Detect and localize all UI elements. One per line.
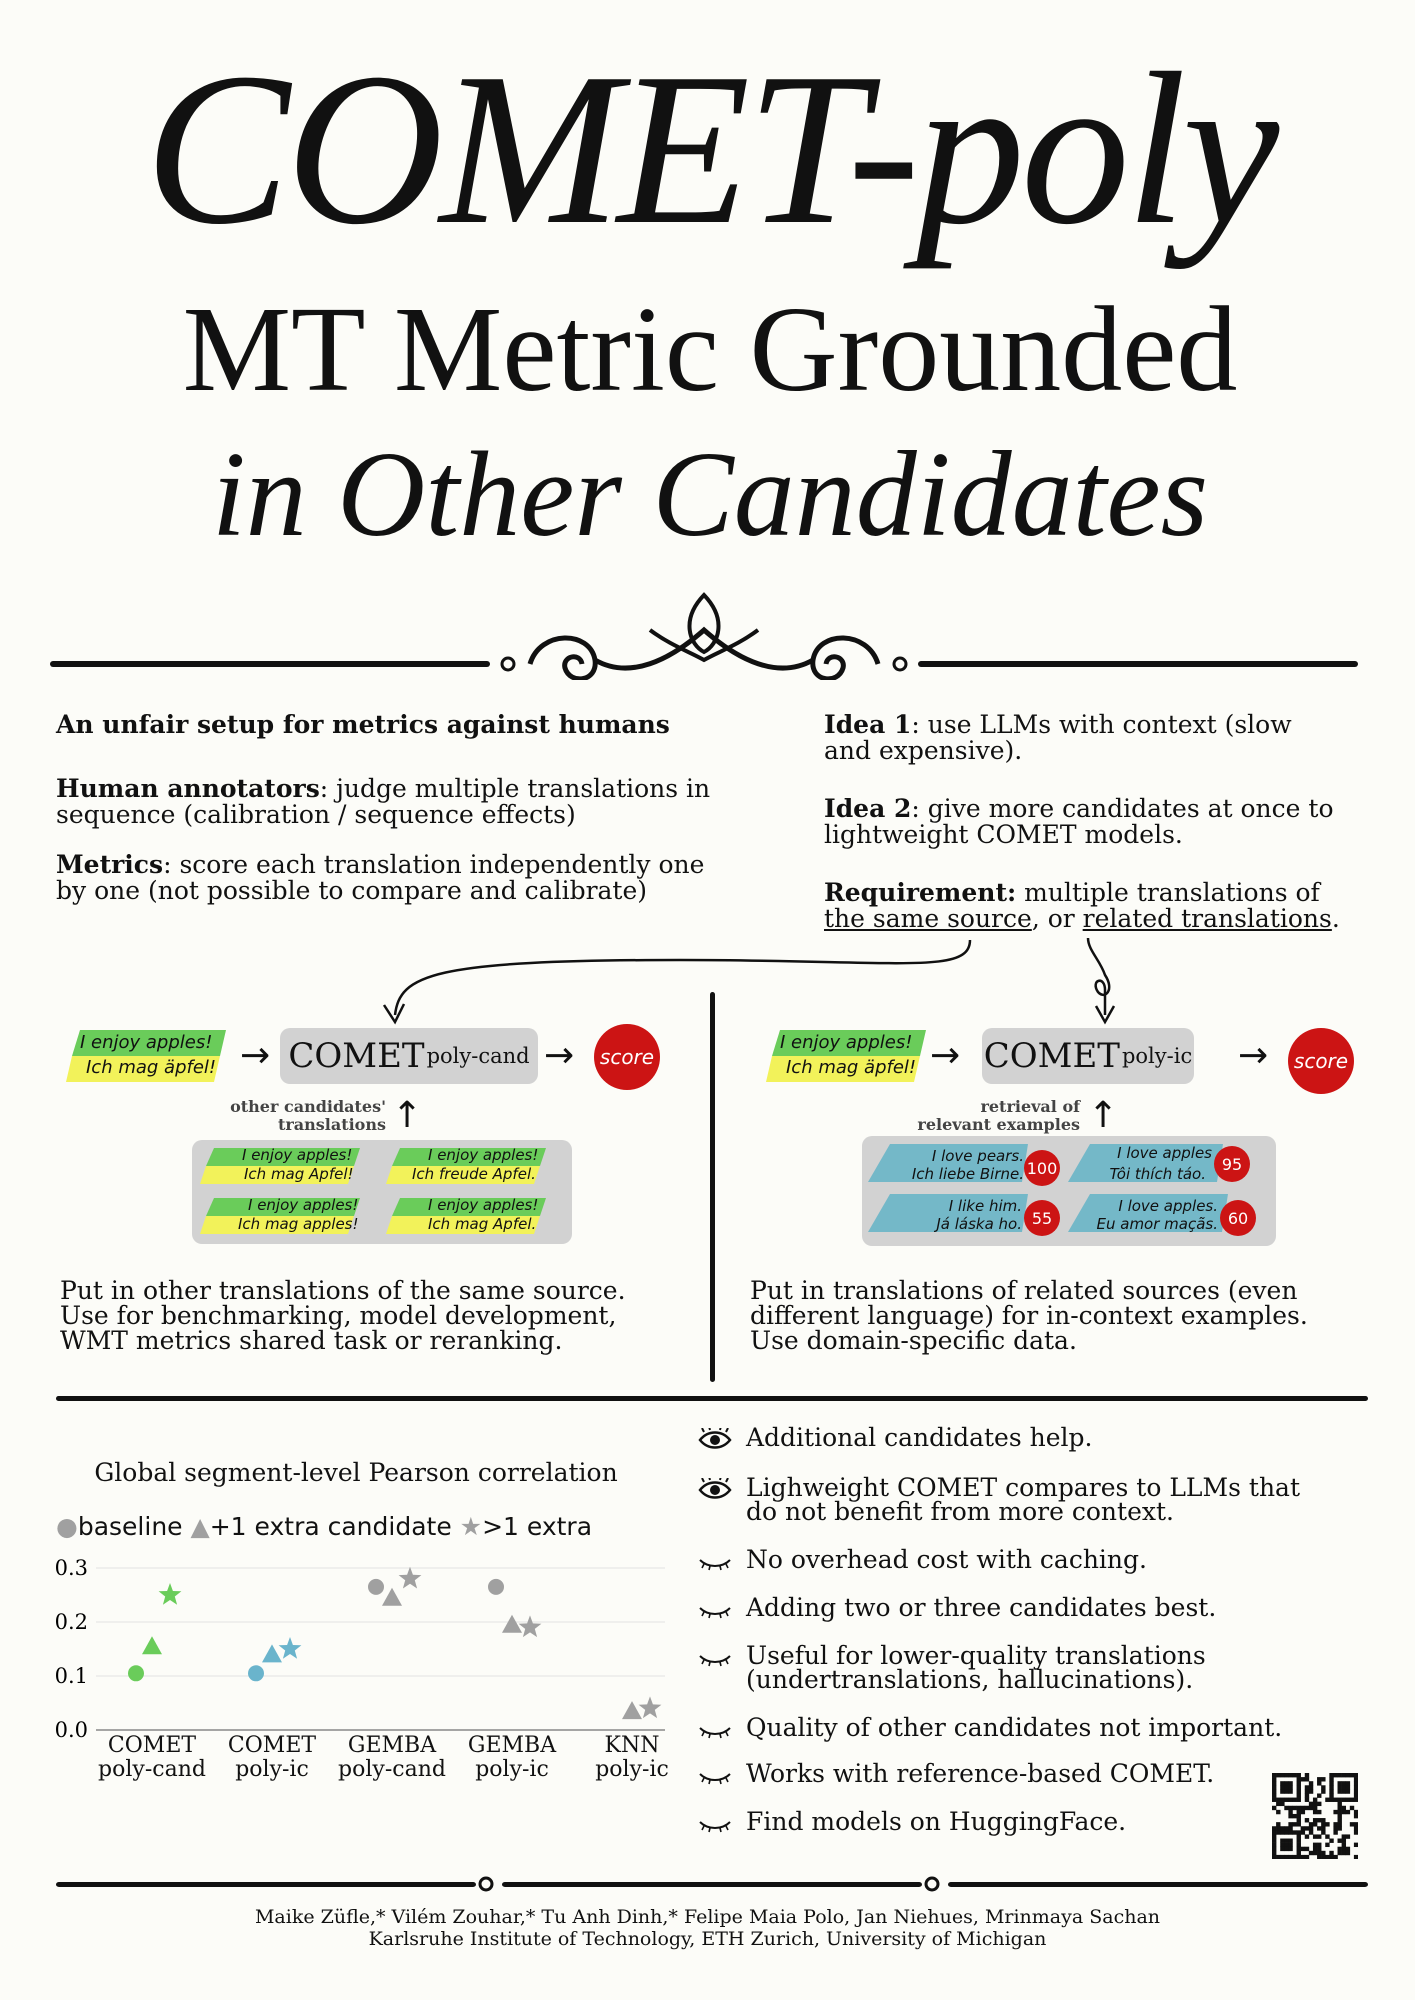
title-line-2: MT Metric Grounded [182,282,1238,417]
y-tick-label: 0.0 [54,1718,88,1742]
legend-triangle-icon: ▲ [190,1512,210,1541]
left-up-arrow: ↑ [392,1095,423,1136]
right-ex-3-tgt: Já láska ho. [936,1215,1022,1233]
data-point-star [279,1637,302,1659]
y-tick-label: 0.2 [54,1610,88,1634]
legend-more: >1 extra [482,1512,593,1541]
metrics-text [56,852,716,904]
eye-open-icon [698,1478,730,1508]
right-desc-2: different language) for in-context examples. [750,1301,1308,1330]
right-score: score [1288,1028,1354,1094]
right-desc [750,1278,1390,1353]
finding-text [746,1545,1356,1574]
right-ex-2-score: 95 [1214,1146,1250,1182]
x-category-line: GEMBA [347,1733,437,1758]
right-label-2: relevant examples [917,1115,1080,1134]
connector-arrows [380,930,1380,1030]
eye-closed-icon [698,1646,730,1676]
idea1-bold: Idea 1 [824,710,912,739]
x-category-label [572,1734,692,1782]
left-cand-3-en: I enjoy apples! [248,1196,359,1214]
x-category-line: poly-cand [338,1757,446,1782]
right-ex-2-tgt: Tôi thích táo. [1109,1165,1206,1183]
right-comet-box [982,1028,1194,1084]
eye-open-icon [698,1428,730,1458]
right-up-arrow: ↑ [1088,1095,1119,1136]
data-point-star [159,1583,182,1605]
authors: Maike Züfle,* Vilém Zouhar,* Tu Anh Dinh,* Felipe Maia Polo, Jan Niehues, Mrinmaya Sachan [254,1906,1161,1928]
req-pre: multiple translations of [1016,878,1320,907]
legend-circle-icon: ● [56,1512,78,1541]
left-comet-box [280,1028,538,1084]
affiliations: Karlsruhe Institute of Technology, ETH Zurich, University of Michigan [368,1928,1047,1950]
intro-heading: An unfair setup for metrics against humans [56,710,670,739]
right-ex-4-src: I love apples. [1118,1197,1218,1215]
left-arrow-2: → [544,1035,575,1076]
qr-code-icon[interactable] [1272,1773,1358,1859]
left-cand-1-de: Ich mag Apfel! [244,1165,354,1183]
legend-baseline: baseline [77,1512,183,1541]
left-desc-2: Use for benchmarking, model development, [60,1301,617,1330]
finding-text [746,1807,1356,1836]
finding-text [746,1423,1356,1452]
left-desc-1: Put in other translations of the same source. [60,1276,626,1305]
eye-closed-icon [698,1764,730,1794]
finding-line: Adding two or three candidates best. [746,1593,1217,1622]
footer-divider [56,1872,1368,1896]
right-input-de: Ich mag äpfel! [786,1057,917,1078]
finding-line: No overhead cost with caching. [746,1545,1147,1574]
right-ex-3-score: 55 [1024,1200,1060,1236]
left-cand-1-en: I enjoy apples! [242,1146,353,1164]
x-category-line: COMET [227,1733,317,1758]
idea2-text [824,796,1344,848]
left-arrow-1: → [240,1035,271,1076]
finding-text [746,1593,1356,1622]
finding-text [746,1473,1356,1526]
eye-closed-icon [698,1812,730,1842]
ornament-divider [50,590,1370,680]
metrics-rest: : score each translation independently one by one (not possible to compare and calibrate) [56,850,705,905]
x-category-line: poly-ic [235,1757,309,1782]
data-point-circle [488,1579,504,1595]
data-point-triangle [262,1644,282,1662]
right-ex-1-tgt: Ich liebe Birne. [911,1165,1024,1183]
eye-closed-icon [698,1718,730,1748]
eye-closed-icon [698,1550,730,1580]
idea1-rest: : use LLMs with context (slow and expensive). [824,710,1292,765]
x-category-line: poly-ic [595,1757,669,1782]
right-input-en: I enjoy apples! [780,1032,913,1053]
finding-text [746,1641,1356,1694]
left-desc-3: WMT metrics shared task or reranking. [60,1326,563,1355]
left-cand-2-en: I enjoy apples! [428,1146,539,1164]
human-bold: Human annotators [56,774,320,803]
right-arrow-2: → [1238,1035,1269,1076]
x-category-label [212,1734,332,1782]
left-cand-4-de: Ich mag Apfel. [428,1215,537,1233]
right-desc-1: Put in translations of related sources (even [750,1276,1298,1305]
horizontal-divider [56,1396,1368,1401]
right-ex-4-tgt: Eu amor maçãs. [1096,1215,1218,1233]
title-line-1: COMET-poly [144,29,1276,270]
x-category-line: poly-cand [98,1757,206,1782]
right-comet-sub: poly-ic [1121,1044,1193,1068]
data-point-circle [128,1665,144,1681]
right-ex-1-score: 100 [1024,1150,1060,1186]
left-cand-2-de: Ich freude Apfel. [412,1165,536,1183]
data-point-circle [248,1665,264,1681]
finding-text [746,1759,1356,1788]
right-comet-main: COMET [983,1036,1120,1076]
human-rest: : judge multiple translations in sequence (calibration / sequence effects) [56,774,711,829]
metrics-bold: Metrics [56,850,164,879]
legend-plus1: +1 extra candidate [209,1512,452,1541]
data-point-triangle [142,1636,162,1654]
right-ex-3-src: I like him. [948,1197,1022,1215]
idea2-rest: : give more candidates at once to lightweight COMET models. [824,794,1334,849]
req-bold: Requirement: [824,878,1017,907]
req-end: . [1331,904,1340,933]
left-desc [60,1278,700,1353]
req-mid: , or [1031,904,1083,933]
title-line-3: in Other Candidates [211,427,1209,562]
data-point-circle [368,1579,384,1595]
data-point-star [639,1696,662,1718]
data-point-star [399,1567,422,1589]
finding-line: (undertranslations, hallucinations). [746,1665,1194,1694]
left-comet-main: COMET [288,1036,425,1076]
right-label-1: retrieval of [980,1097,1080,1116]
left-cand-4-en: I enjoy apples! [428,1196,539,1214]
x-category-line: poly-ic [475,1757,549,1782]
right-ex-1-src: I love pears. [931,1147,1024,1165]
x-category-line: COMET [107,1733,197,1758]
req-related: related translations [1082,904,1332,933]
right-ex-4-score: 60 [1220,1200,1256,1236]
finding-line: Additional candidates help. [746,1423,1093,1452]
data-point-triangle [622,1701,642,1719]
idea1-text [824,712,1344,764]
x-category-label [332,1734,452,1782]
left-label-1: other candidates' [230,1097,386,1116]
right-ex-2-src: I love apples [1117,1144,1212,1162]
x-category-line: KNN [604,1733,660,1758]
left-input-de: Ich mag äpfel! [86,1057,217,1078]
finding-line: Quality of other candidates not important. [746,1713,1283,1742]
y-tick-label: 0.1 [54,1664,88,1688]
finding-line: Works with reference-based COMET. [746,1759,1215,1788]
finding-line: Lighweight COMET compares to LLMs that [746,1473,1300,1502]
finding-line: Useful for lower-quality translations [746,1641,1206,1670]
legend-star-icon: ★ [459,1512,483,1541]
left-input-en: I enjoy apples! [80,1032,213,1053]
y-tick-label: 0.3 [54,1556,88,1580]
x-category-label [92,1734,212,1782]
finding-line: do not benefit from more context. [746,1497,1174,1526]
finding-line: Find models on HuggingFace. [746,1807,1127,1836]
vertical-divider [710,992,715,1382]
eye-closed-icon [698,1598,730,1628]
right-desc-3: Use domain-specific data. [750,1326,1077,1355]
left-score: score [594,1024,660,1090]
data-point-triangle [382,1588,402,1606]
right-arrow-1: → [930,1035,961,1076]
left-label-2: translations [277,1115,386,1134]
chart-title: Global segment-level Pearson correlation [94,1458,618,1487]
x-category-line: GEMBA [467,1733,557,1758]
human-annotators-text [56,776,716,828]
finding-text [746,1713,1356,1742]
req-same-source: the same source [824,904,1032,933]
left-cand-3-de: Ich mag apples! [238,1215,359,1233]
chart-legend [56,1512,676,1541]
left-comet-sub: poly-cand [426,1044,530,1068]
requirement-text [824,880,1364,932]
idea2-bold: Idea 2 [824,794,912,823]
data-point-star [519,1615,542,1637]
x-category-label [452,1734,572,1782]
